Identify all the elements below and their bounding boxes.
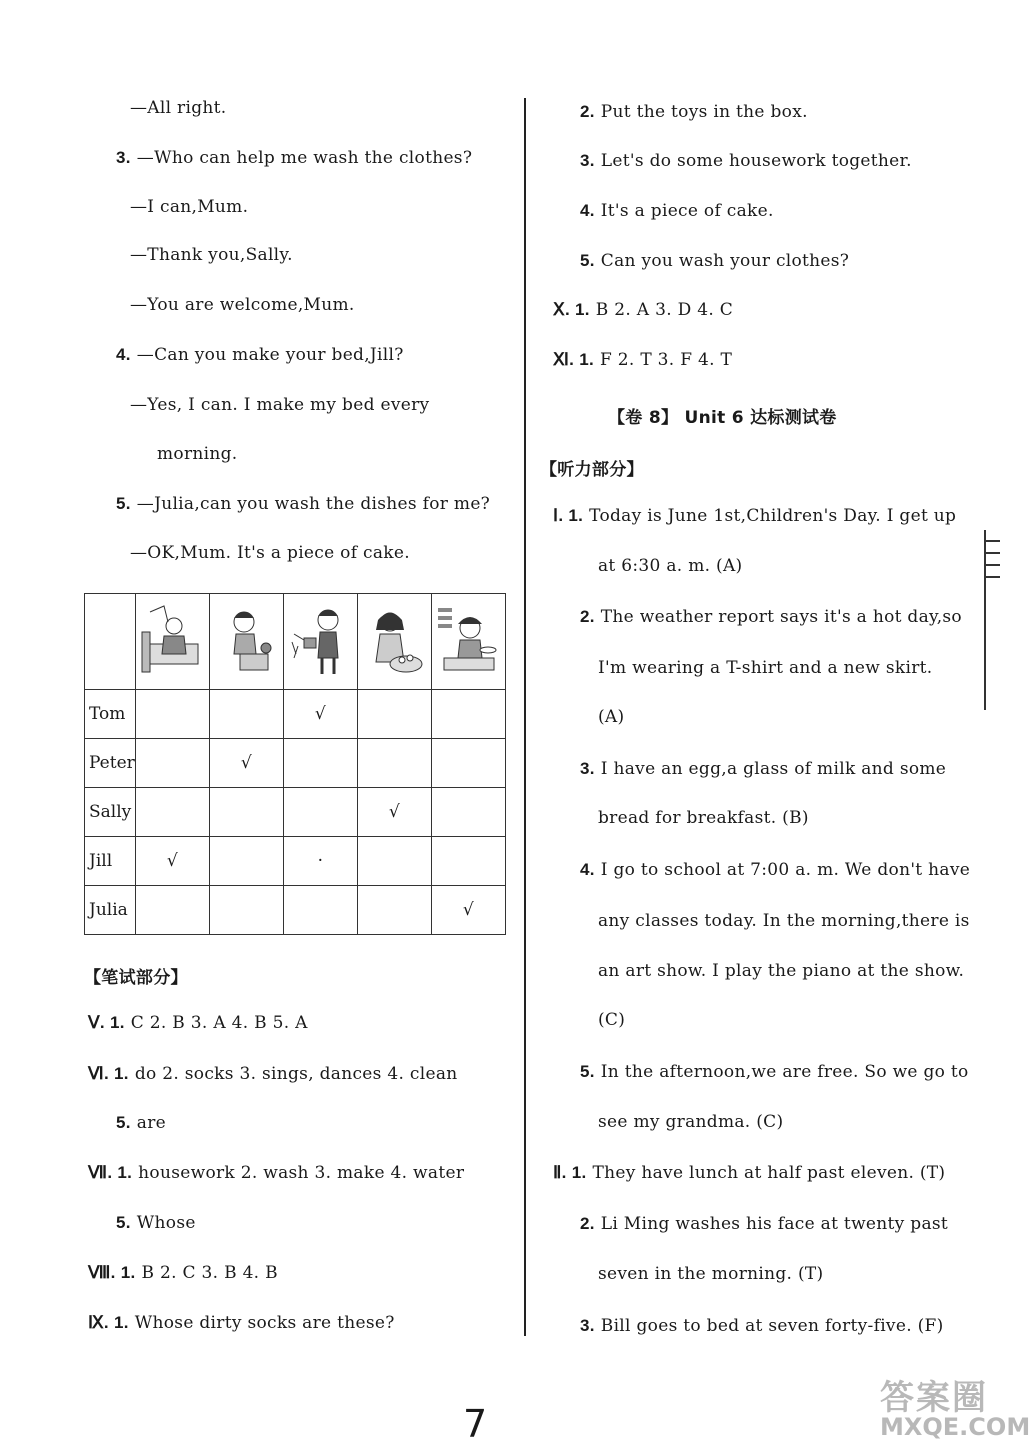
check-cell [431, 788, 505, 837]
listening-item: an art show. I play the piano at the show. [598, 961, 965, 981]
answer-line: Ⅶ. 1. housework 2. wash 3. make 4. water [88, 1163, 465, 1183]
watermark-logo-text: 答案圈 [880, 1378, 988, 1418]
dialogue-line: 3. —Who can help me wash the clothes? [116, 148, 473, 168]
check-cell [135, 788, 209, 837]
empty-corner-cell [85, 594, 136, 690]
picture-row [85, 594, 506, 690]
dialogue-line: 5. —Julia,can you wash the dishes for me? [116, 494, 491, 514]
watermark-url: MXQE.COM [880, 1413, 1030, 1441]
row-name: Tom [85, 690, 136, 739]
answer-line: 2. Put the toys in the box. [580, 102, 808, 122]
table-row [85, 788, 506, 837]
check-cell [283, 739, 357, 788]
picture-cell [209, 594, 283, 690]
watermark [880, 1370, 1030, 1441]
table-row [85, 837, 506, 886]
listening-item: see my grandma. (C) [598, 1112, 784, 1132]
check-cell [431, 739, 505, 788]
check-cell [283, 788, 357, 837]
answer-line: 5. Can you wash your clothes? [580, 251, 850, 271]
check-cell [431, 837, 505, 886]
check-cell [357, 837, 431, 886]
check-cell [135, 886, 209, 935]
listening-item: at 6:30 a. m. (A) [598, 556, 743, 576]
check-cell [135, 690, 209, 739]
answer-line: Ⅴ. 1. C 2. B 3. A 4. B 5. A [88, 1013, 308, 1033]
listening-item: 5. In the afternoon,we are free. So we go to [580, 1062, 969, 1082]
check-cell: √ [283, 690, 357, 739]
check-cell [357, 690, 431, 739]
girl-washing-dishes-icon [436, 602, 500, 682]
picture-cell [283, 594, 357, 690]
answer-line: 3. Let's do some housework together. [580, 151, 912, 171]
row-name: Peter [85, 739, 136, 788]
listening-item: 3. Bill goes to bed at seven forty-five. (F) [580, 1316, 944, 1336]
column-divider [524, 98, 526, 1336]
table-row [85, 739, 506, 788]
check-cell: √ [357, 788, 431, 837]
written-section-heading: 【笔试部分】 [84, 968, 188, 988]
dialogue-line: —OK,Mum. It's a piece of cake. [130, 543, 410, 563]
answer-line: Ⅺ. 1. F 2. T 3. F 4. T [553, 350, 733, 370]
check-cell [209, 690, 283, 739]
answer-line: Ⅵ. 1. do 2. socks 3. sings, dances 4. clean [88, 1064, 458, 1084]
check-cell [209, 837, 283, 886]
answer-line: Ⅸ. 1. Whose dirty socks are these? [88, 1313, 395, 1333]
row-name: Sally [85, 788, 136, 837]
boy-watering-plant-icon [288, 602, 352, 682]
check-cell: √ [135, 837, 209, 886]
listening-item: 2. The weather report says it's a hot day,so [580, 607, 962, 627]
housework-table [84, 593, 506, 935]
dialogue-line: —Thank you,Sally. [130, 245, 293, 265]
check-cell [431, 690, 505, 739]
answer-line: 4. It's a piece of cake. [580, 201, 774, 221]
listening-item: I'm wearing a T-shirt and a new skirt. [598, 658, 933, 678]
table-row [85, 886, 506, 935]
answer-line: Ⅷ. 1. B 2. C 3. B 4. B [88, 1263, 278, 1283]
table-row [85, 690, 506, 739]
listening-item: 3. I have an egg,a glass of milk and some [580, 759, 947, 779]
answer-line: Ⅹ. 1. B 2. A 3. D 4. C [553, 300, 734, 320]
page-edge-marks [984, 530, 1000, 710]
boy-putting-toys-icon [214, 602, 278, 682]
row-name: Julia [85, 886, 136, 935]
listening-item: 2. Li Ming washes his face at twenty past [580, 1214, 949, 1234]
check-cell [135, 739, 209, 788]
check-cell [209, 886, 283, 935]
listening-item: seven in the morning. (T) [598, 1264, 824, 1284]
check-cell [209, 788, 283, 837]
listening-item: any classes today. In the morning,there is [598, 911, 970, 931]
answer-line: 5. Whose [116, 1213, 196, 1233]
answer-line: 5. are [116, 1113, 167, 1133]
picture-cell [135, 594, 209, 690]
check-cell [283, 886, 357, 935]
girl-washing-clothes-icon [362, 602, 426, 682]
listening-item: bread for breakfast. (B) [598, 808, 809, 828]
dialogue-line: —Yes, I can. I make my bed every [130, 395, 430, 415]
paper-title: 【卷 8】 Unit 6 达标测试卷 [608, 408, 837, 428]
check-cell: √ [431, 886, 505, 935]
listening-item: 4. I go to school at 7:00 a. m. We don't have [580, 860, 971, 880]
check-cell: √ [209, 739, 283, 788]
picture-cell [357, 594, 431, 690]
listening-item: (A) [598, 707, 625, 727]
dialogue-line: morning. [157, 444, 238, 464]
check-cell [357, 739, 431, 788]
dialogue-line: —I can,Mum. [130, 197, 249, 217]
page-number: 7 [463, 1402, 488, 1446]
row-name: Jill [85, 837, 136, 886]
check-cell [357, 886, 431, 935]
child-making-bed-icon [140, 602, 204, 682]
dialogue-line: —All right. [130, 98, 227, 118]
dialogue-line: —You are welcome,Mum. [130, 295, 355, 315]
listening-section-heading: 【听力部分】 [540, 460, 644, 480]
dialogue-line: 4. —Can you make your bed,Jill? [116, 345, 404, 365]
listening-item: (C) [598, 1010, 626, 1030]
picture-cell [431, 594, 505, 690]
listening-item: Ⅰ. 1. Today is June 1st,Children's Day. I get up [553, 506, 957, 526]
listening-item: Ⅱ. 1. They have lunch at half past eleven. (T) [553, 1163, 946, 1183]
check-cell: · [283, 837, 357, 886]
